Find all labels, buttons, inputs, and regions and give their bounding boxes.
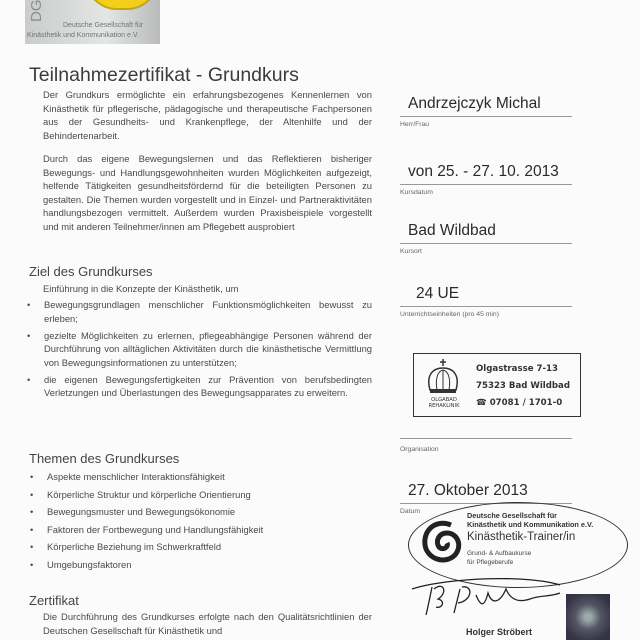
name-field: Andrzejczyk Michal <box>400 95 572 117</box>
units-label: Unterrichtseinheiten (pro 45 min) <box>400 311 499 318</box>
crown-icon <box>426 358 460 396</box>
list-item: • Bewegungsgrundlagen menschlicher Funktionsmöglichkeiten bewusst zu erleben; <box>27 298 372 325</box>
ziel-list <box>27 298 372 403</box>
ziel-heading: Ziel des Grundkurses <box>29 264 153 279</box>
trainer-sub1: Grund- & Aufbaukurse <box>467 550 532 557</box>
logo-line1: Deutsche Gesellschaft für <box>63 22 144 29</box>
list-item: • Körperliche Struktur und körperliche Orientierung <box>30 488 375 502</box>
date-field: 27. Oktober 2013 <box>400 482 572 504</box>
signature <box>410 575 570 620</box>
logo-sun-icon <box>85 0 159 10</box>
course-location-field: Bad Wildbad <box>400 222 572 244</box>
date-label: Datum <box>400 508 421 515</box>
name-label: Herr/Frau <box>400 121 430 128</box>
page-title: Teilnahmezertifikat - Grundkurs <box>29 64 299 86</box>
intro-paragraph-1: Der Grundkurs ermöglichte ein erfahrungsbezogenes Kennenlernen von Kinästhetik für pflegerische, pädagogische und therapeutische Fachpersonen aus der Gesundheits- und Krankenpflege, der Altenhilfe und der Behindertenarbeit. <box>43 89 372 141</box>
list-item: • Körperliche Beziehung im Schwerkraftfeld <box>30 540 375 554</box>
list-item: • die eigenen Bewegungsfertigkeiten zur Prävention von berufsbedingten Verletzungen und Überlastungen des Bewegungsapparates zu erweitern. <box>27 373 372 400</box>
course-location-label: Kursort <box>400 248 422 255</box>
list-item: • gezielte Möglichkeiten zu erlernen, pflegeabhängige Personen während der Durchführung von alltäglichen Aktivitäten durch die kinästhetische Vermittlung von Bewegungsinformationen zu unterstützen; <box>27 329 372 370</box>
trainer-sub2: für Pflegeberufe <box>467 559 514 566</box>
ziel-lead: Einführung in die Konzepte der Kinästhetik, um <box>43 283 239 294</box>
units-field: 24 UE <box>400 285 572 307</box>
dgkk-logo <box>25 0 160 44</box>
logo-line2: Kinästhetik und Kommunikation e.V. <box>27 32 139 39</box>
zertifikat-heading: Zertifikat <box>29 593 79 608</box>
zertifikat-text: Die Durchführung des Grundkurses erfolgte nach den Qualitätsrichtlinien der Deutschen Gesellschaft für Kinästhetik und <box>43 611 372 636</box>
organisation-label: Organisation <box>400 446 439 453</box>
clinic-stamp <box>413 353 581 417</box>
logo-letters: DG <box>28 0 45 22</box>
list-item: • Umgebungsfaktoren <box>30 558 375 572</box>
clinic-name: OLGABAD REHAKLINIK <box>428 397 460 409</box>
trainer-org-line2: Kinästhetik und Kommunikation e.V. <box>467 520 594 529</box>
course-date-field: von 25. - 27. 10. 2013 <box>400 163 572 185</box>
signer-name: Holger Ströbert <box>466 627 533 637</box>
course-date-label: Kursdatum <box>400 189 433 196</box>
list-item: • Faktoren der Fortbewegung und Handlungsfähigkeit <box>30 523 375 537</box>
trainer-photo-logo <box>566 594 610 640</box>
trainer-org-line1: Deutsche Gesellschaft für <box>467 511 558 520</box>
themen-list <box>30 470 375 575</box>
trainer-role: Kinästhetik-Trainer/in <box>467 531 576 543</box>
organisation-line <box>400 438 572 439</box>
spiral-logo-icon <box>421 519 463 565</box>
intro-paragraph-2: Durch das eigene Bewegungslernen und das Reflektieren bisheriger Bewegungs- und Handlungsgewohnheiten wurden Möglichkeiten aufgezeigt, helfende Tätigkeiten gesundheitsfördernd für die beteiligten Personen zu gestalten. Die Themen wurden vorgestellt und in Einzel- und Partneraktivitäten handlungsbezogen vermittelt. Außerdem wurden Praxisbeispiele vorgestellt und mit anderen Teilnehmer/innen am Pflegebett ausprobiert <box>43 153 372 232</box>
list-item: • Bewegungsmuster und Bewegungsökonomie <box>30 505 375 519</box>
list-item: • Aspekte menschlicher Interaktionsfähigkeit <box>30 470 375 484</box>
themen-heading: Themen des Grundkurses <box>29 451 180 466</box>
clinic-address: Olgastrasse 7-13 75323 Bad Wildbad ☎ 07081 / 1701-0 <box>476 364 571 408</box>
